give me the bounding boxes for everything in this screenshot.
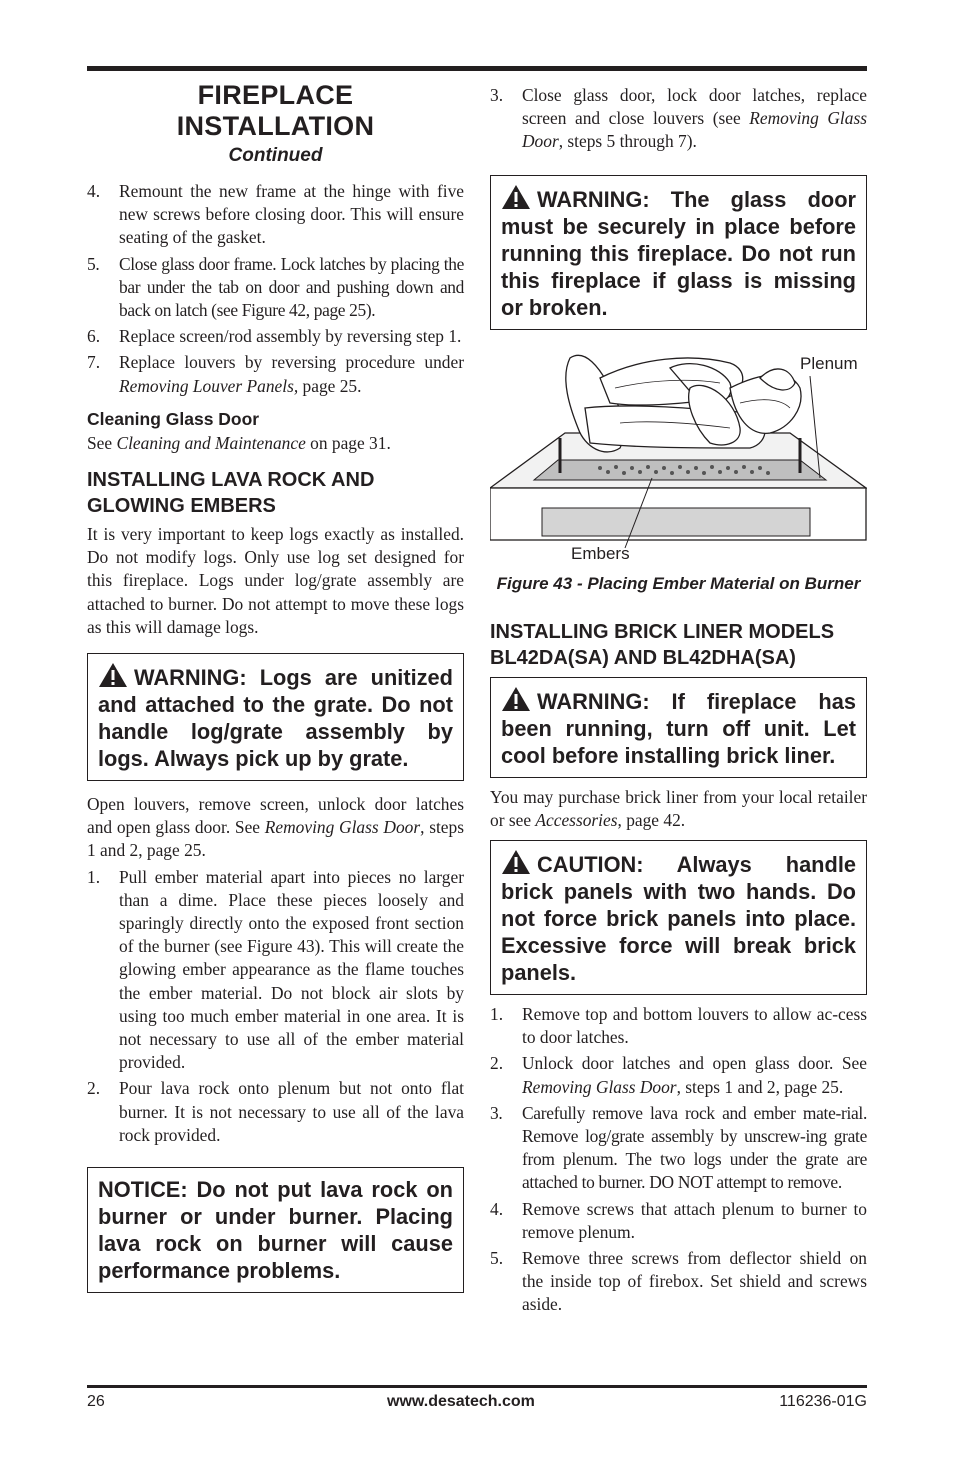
warning-icon [501,849,531,875]
steps-brick-list [490,1003,867,1317]
right-column [490,84,867,1320]
warning-glass-box: WARNING: The glass door must be securely in place before running this fireplace. Do not run this fireplace if glass is missing or broken. [490,175,867,330]
step3-list [490,84,867,154]
list-item: 5. Remove three screws from deflector shield on the inside top of firebox. Set shield and screws aside. [490,1248,867,1315]
list-item: 7. Replace louvers by reversing procedure under Removing Louver Panels, page 25. [87,352,464,396]
lava-heading: INSTALLING LAVA ROCK AND GLOWING EMBERS [87,469,375,518]
figure-caption: Figure 43 - Placing Ember Material on Burner [496,573,861,593]
lava-paragraph: It is very important to keep logs exactly as installed. Do not modify logs. Only use log set designed for this fireplace. Logs under log/grate assembly are attached to burner. Do not attempt to move these logs as this will damage logs. [87,524,464,637]
fireplace-illustration [490,348,867,568]
website-link[interactable]: www.desatech.com [387,1393,535,1410]
list-item: 5. Close glass door frame. Lock latches by placing the bar under the tab on door and pushing down and back on latch (see Figure 42, page 25). [87,253,464,321]
list-item: 3. Carefully remove lava rock and ember mate-rial. Remove log/grate assembly by unscrew-ing grate from plenum. The two logs under the grate are attached to burner. DO NOT attempt to remove. [490,1102,867,1193]
warning-icon [501,184,531,210]
notice-box: NOTICE: Do not put lava rock on burner or under burner. Placing lava rock on burner will cause performance problems. [87,1167,464,1293]
purchase-paragraph: You may purchase brick liner from your local retailer or see Accessories, page 42. [490,786,867,830]
warning-icon [501,686,531,712]
list-item: 1. Remove top and bottom louvers to allow ac-cess to door latches. [490,1004,867,1048]
warning-logs-box: WARNING: Logs are unitized and attached to the grate. Do not handle log/grate assembly by logs. Always pick up by grate. [87,653,464,781]
page-subtitle: Continued [228,145,323,166]
list-item: 2. Unlock door latches and open glass door. See Removing Glass Door, steps 1 and 2, page 25. [490,1053,867,1097]
list-item: 6. Replace screen/rod assembly by reversing step 1. [87,326,462,347]
steps-ember-list [87,866,464,1147]
doc-number: 116236-01G [779,1393,867,1410]
list-item: 2. Pour lava rock onto plenum but not onto flat burner. It is not necessary to use all of the lava rock provided. [87,1078,464,1145]
brick-heading: INSTALLING BRICK LINER MODELS BL42DA(SA) AND BL42DHA(SA) [490,620,835,669]
warning-running-box: WARNING: If fireplace has been running, turn off unit. Let cool before installing brick liner. [490,677,867,778]
label-embers: Embers [571,543,630,563]
top-rule [87,66,867,71]
left-column [87,180,464,1293]
page-number: 26 [87,1393,105,1410]
bottom-rule [87,1385,867,1388]
page-title: FIREPLACE INSTALLATION [176,80,375,141]
label-plenum: Plenum [800,353,858,373]
list-item: 4. Remove screws that attach plenum to burner to remove plenum. [490,1198,867,1242]
list-item: 4. Remount the new frame at the hinge with five new screws before closing door. This will ensure seating of the gasket. [87,181,464,248]
caution-box: CAUTION: Always handle brick panels with two hands. Do not force brick panels into place. Excessive force will break brick panels. [490,840,867,995]
warning-icon [98,662,128,688]
list-item: 3. Close glass door, lock door latches, replace screen and close louvers (see Removing Glass Door, steps 5 through 7). [490,85,867,152]
list-item: 1. Pull ember material apart into pieces no larger than a dime. Place these pieces loosely and sparingly directly onto the exposed front section of the burner (see Figure 43). This will create the glowing ember appearance as the flame touches the ember material. Do not block air slots by using too much ember material in one area. It is not necessary to use all of the ember material provided. [87,866,464,1073]
cleaning-text: See Cleaning and Maintenance on page 31. [87,432,391,453]
steps-top-list [87,180,464,398]
open-louvers-paragraph: Open louvers, remove screen, unlock door latches and open glass door. See Removing Glass Door, steps 1 and 2, page 25. [87,794,464,861]
cleaning-heading: Cleaning Glass Door [87,408,260,429]
figure-43 [490,348,867,568]
